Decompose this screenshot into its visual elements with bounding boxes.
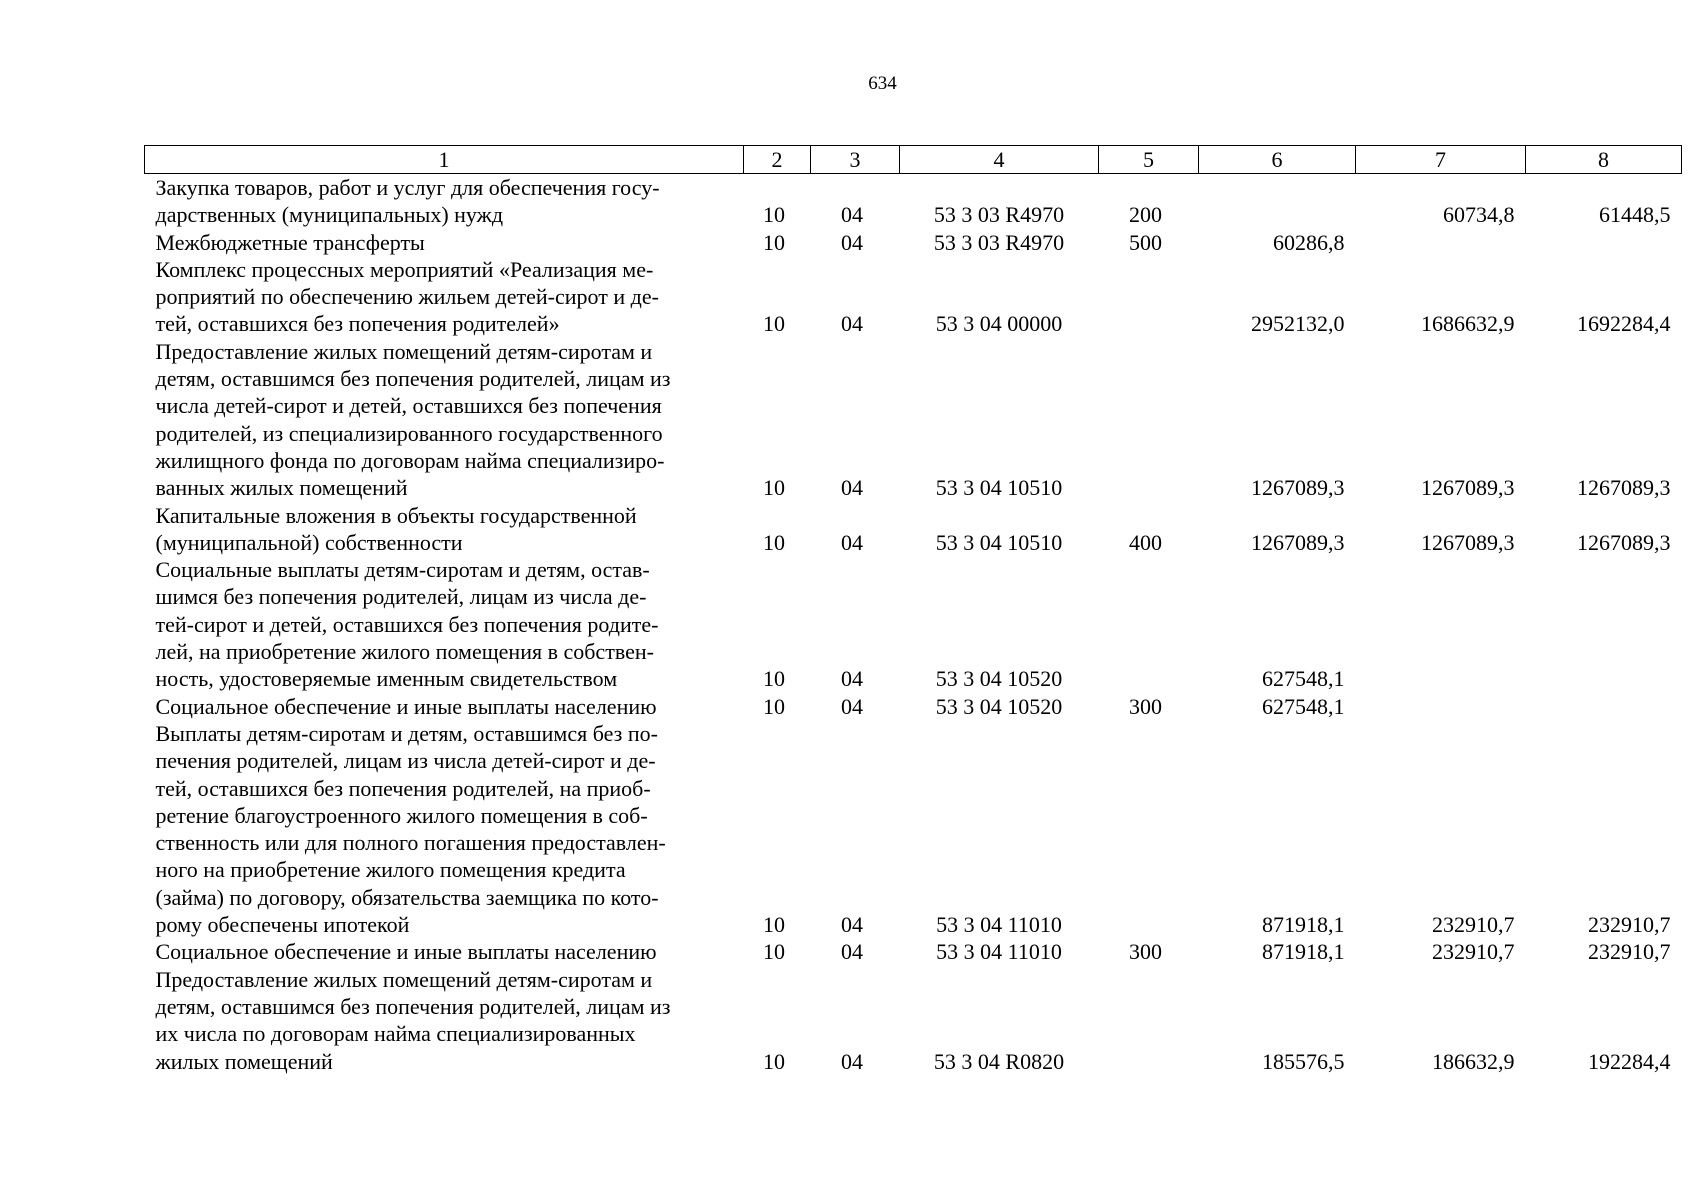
description-line: ственность или для полного погашения предоставлен- bbox=[155, 830, 666, 856]
description-line: рому обеспечены ипотекой bbox=[155, 912, 410, 938]
subsection-code: 04 bbox=[841, 229, 863, 255]
amount-year-2: 186632,9 bbox=[1432, 1048, 1515, 1074]
description-line: шимся без попечения родителей, лицам из числа де- bbox=[155, 584, 647, 610]
table-row bbox=[145, 256, 1682, 338]
amount-year-3 bbox=[1526, 229, 1682, 256]
table-row bbox=[145, 229, 1682, 256]
subsection-code: 04 bbox=[841, 939, 863, 965]
description-line: тей, оставшихся без попечения родителей» bbox=[155, 311, 560, 337]
description-line: Выплаты детям-сиротам и детям, оставшимся без по- bbox=[155, 720, 658, 746]
section-code: 10 bbox=[763, 912, 785, 938]
row-description bbox=[145, 966, 744, 1075]
description-line: Капитальные вложения в объекты государственной bbox=[155, 502, 637, 528]
amount-year-3: 192284,4 bbox=[1588, 1048, 1671, 1074]
expense-type-code: 300 bbox=[1129, 693, 1162, 719]
section-code: 10 bbox=[763, 939, 785, 965]
expense-type-code: 200 bbox=[1129, 202, 1162, 228]
amount-year-3: 1692284,4 bbox=[1577, 311, 1671, 337]
amount-year-3 bbox=[1526, 556, 1682, 692]
expense-type-code bbox=[1099, 966, 1199, 1075]
table-body bbox=[145, 174, 1682, 1075]
table-row bbox=[145, 174, 1682, 229]
amount-year-1: 627548,1 bbox=[1262, 693, 1345, 719]
expense-type-code bbox=[1099, 556, 1199, 692]
amount-year-2 bbox=[1356, 693, 1526, 720]
subsection-code: 04 bbox=[841, 311, 863, 337]
description-line: ретение благоустроенного жилого помещения в соб- bbox=[155, 802, 648, 828]
target-article-code: 53 3 04 10510 bbox=[935, 475, 1063, 501]
header-row bbox=[145, 146, 1682, 174]
description-line: (займа) по договору, обязательства заемщика по кото- bbox=[155, 884, 659, 910]
amount-year-2 bbox=[1356, 556, 1526, 692]
table-row bbox=[145, 338, 1682, 502]
row-description bbox=[145, 556, 744, 692]
amount-year-1: 627548,1 bbox=[1262, 666, 1345, 692]
target-article-code: 53 3 04 10520 bbox=[935, 666, 1063, 692]
description-line: дарственных (муниципальных) нужд bbox=[155, 202, 504, 228]
page-number: 634 bbox=[868, 73, 897, 94]
description-line: ного на приобретение жилого помещения кредита bbox=[155, 857, 626, 883]
header-col-3: 3 bbox=[811, 146, 900, 174]
amount-year-3: 61448,5 bbox=[1599, 202, 1671, 228]
target-article-code: 53 3 04 10510 bbox=[935, 529, 1063, 555]
section-code: 10 bbox=[763, 693, 785, 719]
budget-table bbox=[144, 145, 1682, 1075]
subsection-code: 04 bbox=[841, 529, 863, 555]
amount-year-2: 1686632,9 bbox=[1421, 311, 1515, 337]
expense-type-code bbox=[1099, 720, 1199, 938]
target-article-code: 53 3 04 11010 bbox=[936, 912, 1062, 938]
description-line: (муниципальной) собственности bbox=[155, 529, 463, 555]
row-description bbox=[145, 502, 744, 557]
amount-year-1: 871918,1 bbox=[1262, 912, 1345, 938]
table-header bbox=[145, 146, 1682, 174]
expense-type-code bbox=[1099, 338, 1199, 502]
description-line: печения родителей, лицам из числа детей-сирот и де- bbox=[155, 748, 656, 774]
amount-year-2 bbox=[1356, 229, 1526, 256]
row-description bbox=[145, 256, 744, 338]
description-line: родителей, из специализированного государственного bbox=[155, 420, 663, 446]
amount-year-3: 1267089,3 bbox=[1577, 475, 1671, 501]
target-article-code: 53 3 04 10520 bbox=[935, 693, 1063, 719]
amount-year-2: 1267089,3 bbox=[1421, 529, 1515, 555]
description-line: Социальное обеспечение и иные выплаты населению bbox=[155, 693, 657, 719]
description-line: Социальное обеспечение и иные выплаты населению bbox=[155, 939, 657, 965]
description-line: жилищного фонда по договорам найма специализиро- bbox=[155, 447, 665, 473]
subsection-code: 04 bbox=[841, 666, 863, 692]
target-article-code: 53 3 04 R0820 bbox=[933, 1048, 1065, 1074]
description-line: лей, на приобретение жилого помещения в собствен- bbox=[155, 639, 654, 665]
section-code: 10 bbox=[763, 311, 785, 337]
description-line: Комплекс процессных мероприятий «Реализация ме- bbox=[155, 256, 654, 282]
row-description bbox=[145, 338, 744, 502]
table-row bbox=[145, 693, 1682, 720]
row-description bbox=[145, 229, 744, 256]
header-col-2: 2 bbox=[744, 146, 811, 174]
description-line: ванных жилых помещений bbox=[155, 475, 408, 501]
row-description bbox=[145, 720, 744, 938]
description-line: Межбюджетные трансферты bbox=[155, 229, 425, 255]
subsection-code: 04 bbox=[841, 693, 863, 719]
description-line: тей, оставшихся без попечения родителей, на приоб- bbox=[155, 775, 651, 801]
description-line: Предоставление жилых помещений детям-сиротам и bbox=[155, 966, 653, 992]
expense-type-code: 300 bbox=[1129, 939, 1162, 965]
expense-type-code: 500 bbox=[1129, 229, 1162, 255]
header-col-6: 6 bbox=[1199, 146, 1356, 174]
expense-type-code bbox=[1099, 256, 1199, 338]
amount-year-1: 871918,1 bbox=[1262, 939, 1345, 965]
amount-year-3: 232910,7 bbox=[1588, 939, 1671, 965]
description-line: Социальные выплаты детям-сиротам и детям, остав- bbox=[155, 557, 650, 583]
target-article-code: 53 3 03 R4970 bbox=[933, 229, 1065, 255]
amount-year-3: 1267089,3 bbox=[1577, 529, 1671, 555]
header-col-4: 4 bbox=[900, 146, 1099, 174]
table-row bbox=[145, 556, 1682, 692]
section-code: 10 bbox=[763, 475, 785, 501]
description-line: Предоставление жилых помещений детям-сиротам и bbox=[155, 338, 653, 364]
row-description bbox=[145, 174, 744, 229]
target-article-code: 53 3 03 R4970 bbox=[933, 202, 1065, 228]
amount-year-3: 232910,7 bbox=[1588, 912, 1671, 938]
table-row bbox=[145, 938, 1682, 965]
target-article-code: 53 3 04 00000 bbox=[935, 311, 1063, 337]
description-line: детям, оставшимся без попечения родителей, лицам из bbox=[155, 993, 671, 1019]
amount-year-2: 232910,7 bbox=[1432, 912, 1515, 938]
description-line: числа детей-сирот и детей, оставшихся без попечения bbox=[155, 393, 662, 419]
amount-year-1: 1267089,3 bbox=[1251, 475, 1345, 501]
table-row bbox=[145, 502, 1682, 557]
description-line: Закупка товаров, работ и услуг для обеспечения госу- bbox=[155, 175, 660, 200]
header-col-1: 1 bbox=[145, 146, 744, 174]
target-article-code: 53 3 04 11010 bbox=[936, 939, 1062, 965]
table-row bbox=[145, 966, 1682, 1075]
amount-year-1: 60286,8 bbox=[1273, 229, 1345, 255]
amount-year-1: 2952132,0 bbox=[1251, 311, 1345, 337]
description-line: их числа по договорам найма специализированных bbox=[155, 1021, 636, 1047]
header-col-5: 5 bbox=[1099, 146, 1199, 174]
amount-year-3 bbox=[1526, 693, 1682, 720]
amount-year-1 bbox=[1199, 174, 1356, 229]
section-code: 10 bbox=[763, 1048, 785, 1074]
row-description bbox=[145, 938, 744, 965]
description-line: тей-сирот и детей, оставшихся без попечения родите- bbox=[155, 611, 659, 637]
description-line: жилых помещений bbox=[155, 1048, 333, 1074]
subsection-code: 04 bbox=[841, 475, 863, 501]
row-description bbox=[145, 693, 744, 720]
header-col-7: 7 bbox=[1356, 146, 1526, 174]
table-row bbox=[145, 720, 1682, 938]
section-code: 10 bbox=[763, 229, 785, 255]
amount-year-2: 232910,7 bbox=[1432, 939, 1515, 965]
amount-year-2: 1267089,3 bbox=[1421, 475, 1515, 501]
amount-year-1: 1267089,3 bbox=[1251, 529, 1345, 555]
description-line: ность, удостоверяемые именным свидетельством bbox=[155, 666, 618, 692]
section-code: 10 bbox=[763, 666, 785, 692]
subsection-code: 04 bbox=[841, 1048, 863, 1074]
subsection-code: 04 bbox=[841, 912, 863, 938]
description-line: роприятий по обеспечению жильем детей-сирот и де- bbox=[155, 284, 659, 310]
section-code: 10 bbox=[763, 529, 785, 555]
expense-type-code: 400 bbox=[1129, 529, 1162, 555]
subsection-code: 04 bbox=[841, 202, 863, 228]
header-col-8: 8 bbox=[1526, 146, 1682, 174]
amount-year-2: 60734,8 bbox=[1443, 202, 1515, 228]
section-code: 10 bbox=[763, 202, 785, 228]
amount-year-1: 185576,5 bbox=[1262, 1048, 1345, 1074]
description-line: детям, оставшимся без попечения родителей, лицам из bbox=[155, 366, 671, 392]
